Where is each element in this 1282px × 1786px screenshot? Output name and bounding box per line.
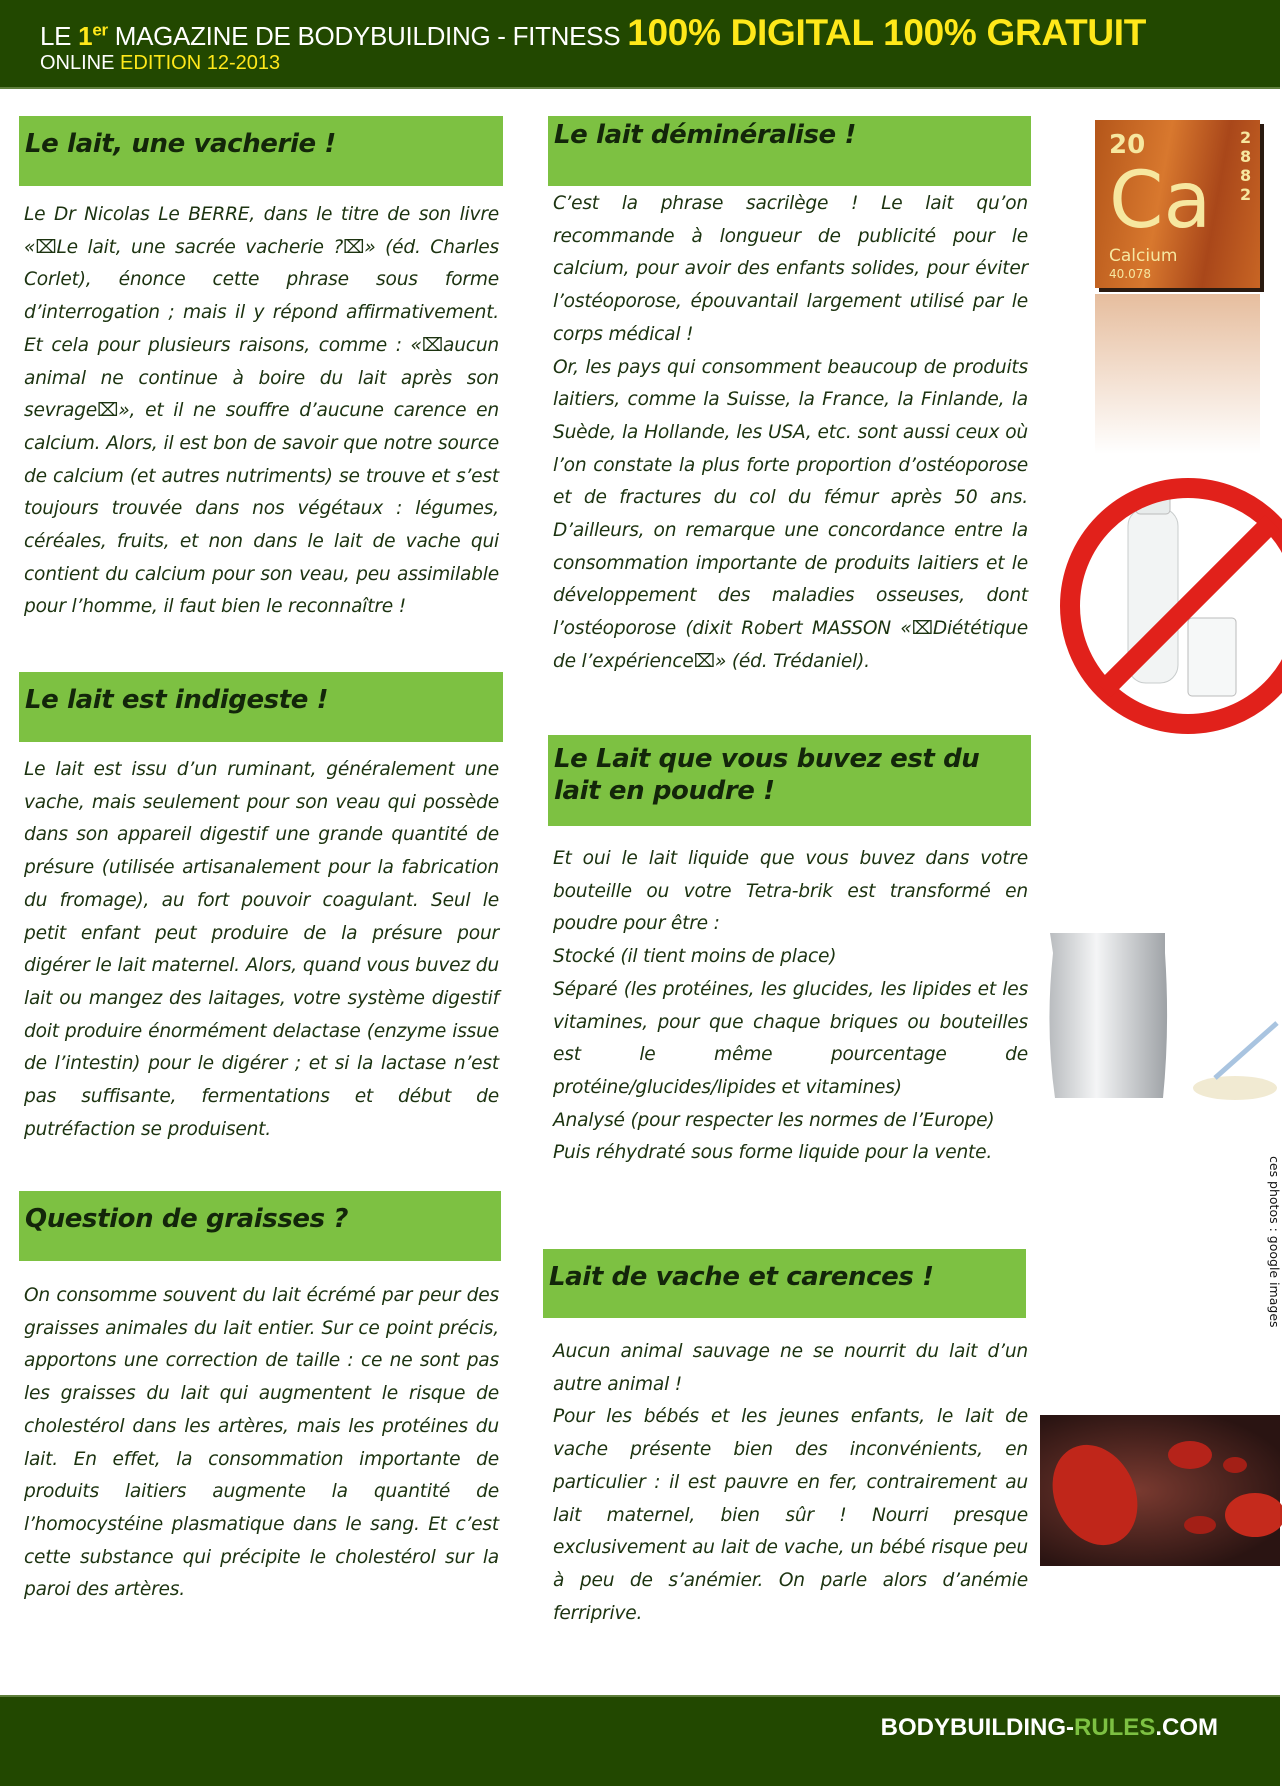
prohibited-milk-icon bbox=[1040, 478, 1280, 735]
section-heading: Le lait est indigeste ! bbox=[19, 672, 503, 742]
paragraph: Or, les pays qui consomment beaucoup de produits laitiers, comme la Suisse, la France, la Finlande, la Suède, la Hollande, les USA, etc. sont aussi ceux où l’on constate la plus forte proportion d’ostéoporose et de fractures du col du fémur après 50 ans. D’ailleurs, on remarque une concordance entre la consommation importante de produits laitiers et le développement des maladies osseuses, dont l’ostéoporose (dixit Robert MASSON «⌧Diététique de l’expérience⌧» (éd. Trédaniel). bbox=[553, 356, 1028, 672]
photo-credit: ces photos : google images bbox=[1267, 1156, 1282, 1328]
element-name: Calcium bbox=[1109, 246, 1178, 266]
header-le: LE bbox=[40, 21, 72, 51]
atomic-mass: 40.078 bbox=[1109, 267, 1151, 281]
header-edition: EDITION 12-2013 bbox=[120, 52, 281, 74]
section-text bbox=[24, 199, 499, 624]
header-tagline: 100% DIGITAL 100% GRATUIT bbox=[627, 12, 1147, 53]
paragraph: Séparé (les protéines, les glucides, les lipides et les vitamines, pour que chaque briques ou bouteilles est le même pourcentage de protéine/glucides/lipides et vitamines) bbox=[553, 978, 1028, 1098]
blood-cells-icon bbox=[1040, 1415, 1280, 1566]
section-text bbox=[24, 754, 499, 1146]
header-first bbox=[78, 21, 108, 51]
calcium-tile-image bbox=[1040, 114, 1280, 467]
shell: 8 bbox=[1240, 166, 1252, 185]
section-heading: Question de graisses ? bbox=[19, 1191, 501, 1261]
first-sup: er bbox=[92, 20, 108, 40]
footer-site-link[interactable] bbox=[881, 1714, 1218, 1742]
section-text bbox=[553, 1336, 1028, 1630]
site-part: .COM bbox=[1155, 1714, 1218, 1741]
section-text bbox=[553, 843, 1028, 1170]
paragraph: Analysé (pour respecter les normes de l’Europe) bbox=[553, 1109, 995, 1131]
header-headline bbox=[40, 12, 1146, 54]
header-edition-line bbox=[40, 52, 280, 75]
element-symbol: Ca bbox=[1109, 156, 1212, 246]
no-milk-image bbox=[1040, 478, 1280, 735]
tile-reflection bbox=[1095, 294, 1260, 454]
red-blood-cells-image bbox=[1040, 1415, 1280, 1566]
paragraph: Le Dr Nicolas Le BERRE, dans le titre de son livre «⌧Le lait, une sacrée vacherie ?⌧» (éd. Charles Corlet), énonce cette phrase sous forme d’interrogation ; mais il y répond affirmativement. Et cela pour plusieurs raisons, comme : «⌧aucun animal ne continue à boire du lait après son sevrage⌧», et il ne souffre d’aucune carence en calcium. Alors, il est bon de savoir que notre source de calcium (et autres nutriments) se trouve et s’est toujours trouvée dans nos végétaux : légumes, céréales, fruits, et non dans le lait de vache qui contient du calcium pour son veau, peu assimilable pour l’homme, il faut bien le reconnaître ! bbox=[24, 204, 499, 618]
paragraph: Et oui le lait liquide que vous buvez dans votre bouteille ou votre Tetra-brik est transformé en poudre pour être : bbox=[553, 848, 1028, 935]
site-part: RULES bbox=[1073, 1714, 1156, 1741]
shell: 2 bbox=[1240, 128, 1252, 147]
electron-shells bbox=[1240, 128, 1254, 204]
atomic-number: 20 bbox=[1109, 130, 1146, 160]
paragraph: Puis réhydraté sous forme liquide pour la vente. bbox=[553, 1142, 993, 1164]
section-heading: Lait de vache et carences ! bbox=[543, 1249, 1026, 1318]
paragraph: Le lait est issu d’un ruminant, généralement une vache, mais seulement pour son veau qui possède dans son appareil digestif une grande quantité de présure (utilisée artisanalement pour la fabrication du fromage), au fort pouvoir coagulant. Seul le petit enfant peut produire de la présure pour digérer le lait maternel. Alors, quand vous buvez du lait ou mangez des laitages, votre système digestif doit produire énormément delactase (enzyme issue de l’intestin) pour le digérer ; et si la lactase n’est pas suffisante, fermentations et début de putréfaction se produisent. bbox=[24, 759, 499, 1140]
magazine-footer bbox=[0, 1695, 1280, 1786]
section-text bbox=[24, 1280, 499, 1607]
paragraph: Aucun animal sauvage ne se nourrit du lait d’un autre animal ! bbox=[553, 1341, 1028, 1395]
header-online: ONLINE bbox=[40, 52, 115, 74]
section-heading: Le lait, une vacherie ! bbox=[19, 116, 503, 186]
shell: 8 bbox=[1240, 147, 1252, 166]
paragraph: Pour les bébés et les jeunes enfants, le lait de vache présente bien des inconvénients, en particulier : il est pauvre en fer, contrairement au lait maternel, bien sûr ! Nourri presque exclusivement au lait de vache, un bébé risque peu à peu de s’anémier. On parle alors d’anémie ferriprive. bbox=[553, 1406, 1028, 1624]
milk-powder-image bbox=[1045, 928, 1280, 1110]
paragraph: Stocké (il tient moins de place) bbox=[553, 946, 837, 968]
section-text bbox=[553, 188, 1028, 679]
header-magazine: MAGAZINE DE BODYBUILDING - FITNESS bbox=[114, 21, 621, 51]
section-heading: Le Lait que vous buvez est du lait en poudre ! bbox=[548, 735, 1031, 826]
paragraph: C’est la phrase sacrilège ! Le lait qu’on recommande à longueur de publicité pour le calcium, pour avoir des enfants solides, pour éviter l’ostéoporose, épouvantail largement utilisé par le corps médical ! bbox=[553, 193, 1028, 345]
shell: 2 bbox=[1240, 185, 1252, 204]
magazine-header bbox=[0, 0, 1280, 89]
first-number: 1 bbox=[78, 21, 93, 51]
powder-pouch-icon bbox=[1045, 928, 1280, 1110]
site-part: BODYBUILDING- bbox=[880, 1714, 1074, 1741]
paragraph: On consomme souvent du lait écrémé par peur des graisses animales du lait entier. Sur ce point précis, apportons une correction de taille : ce ne sont pas les graisses du lait qui augmentent le risque de cholestérol dans les artères, mais les protéines du lait. En effet, la consommation importante de produits laitiers augmente la quantité de l’homocystéine plasmatique dans le sang. Et c’est cette substance qui précipite le cholestérol sur la paroi des artères. bbox=[24, 1285, 499, 1601]
section-heading: Le lait déminéralise ! bbox=[548, 116, 1031, 186]
